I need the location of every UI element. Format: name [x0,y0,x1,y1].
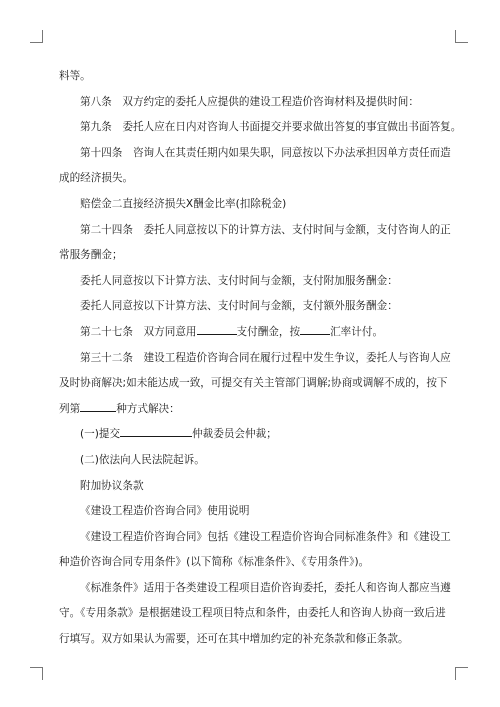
paragraph [59,525,451,551]
paragraph-text: 第二十七条 双方同意用 [80,325,197,338]
crop-mark-top-right [455,30,468,43]
paragraph-text: 行填写。双方如果认为需要，还可在其中增加约定的补充条款和修正条款。 [59,633,409,646]
paragraph-text: 种方式解决： [116,402,180,415]
paragraph [59,192,443,218]
paragraph-text: (一)提交 [80,428,121,441]
paragraph [59,115,462,141]
paragraph [59,346,451,372]
paragraph [59,576,451,602]
paragraph [59,90,443,116]
fill-in-blank [120,426,192,437]
paragraph-text: 第十四条 咨询人在其责任期内如果失职，同意按以下办法承担因单方责任而造 [80,146,451,159]
paragraph [59,371,448,397]
paragraph-text: 种造价咨询合同专用条件》(以下简称《标准条件》、《专用条件》)。 [59,556,370,569]
document-body [59,64,462,653]
paragraph [59,448,443,474]
paragraph-text: 守。《专用条款》是根据建设工程项目特点和条件，由委托人和咨询人协商一致后进 [59,607,446,620]
paragraph-text: 《建设工程造价咨询合同》使用说明 [80,505,250,518]
crop-mark-bottom-right [455,667,468,680]
paragraph-text: 第三十二条 建设工程造价咨询合同在履行过程中发生争议，委托人与咨询人应 [80,351,451,364]
paragraph [59,422,443,448]
paragraph-text: 及时协商解决;如未能达成一致，可提交有关主管部门调解;协商或调解不成的，按下 [59,377,448,390]
paragraph-text: 第九条 委托人应在日内对咨询人书面提交并要求做出答复的事宜做出书面答复。 [80,121,462,134]
paragraph-text: (二)依法向人民法院起诉。 [80,453,205,466]
fill-in-blank [80,401,116,412]
paragraph-text: 附加协议条款 [80,479,144,492]
paragraph [59,64,443,90]
paragraph-text: 委托人同意按以下计算方法、支付时间与金额，支付附加服务酬金： [80,274,398,287]
paragraph [59,243,443,269]
crop-mark-bottom-left [30,667,43,680]
paragraph-text: 仲裁委员会仲裁； [192,428,277,441]
paragraph-text: 支付酬金，按 [236,325,301,338]
paragraph-text: 常服务酬金； [59,249,123,262]
paragraph [59,218,451,244]
paragraph-text: 委托人同意按以下计算方法、支付时间与金额，支付额外服务酬金： [80,300,398,313]
paragraph [59,269,443,295]
paragraph [59,627,443,653]
paragraph-text: 《标准条件》适用于各类建设工程项目造价咨询委托，委托人和咨询人都应当遵 [80,581,451,594]
paragraph-text: 汇率计付。 [330,325,384,338]
fill-in-blank [300,324,330,335]
paragraph [59,141,451,167]
fill-in-blank [197,324,237,335]
paragraph-text: 赔偿金二直接经济损失X酬金比率(扣除税金) [80,197,287,210]
paragraph-text: 《建设工程造价咨询合同》包括《建设工程造价咨询合同标准条件》和《建设工 [80,530,451,543]
paragraph [59,320,443,346]
paragraph [59,166,443,192]
paragraph [59,474,443,500]
paragraph-text: 列第 [59,402,81,415]
paragraph [59,550,443,576]
paragraph-text: 第八条 双方约定的委托人应提供的建设工程造价咨询材料及提供时间： [80,95,419,108]
paragraph-text: 第二十四条 委托人同意按以下的计算方法、支付时间与金额，支付咨询人的正 [80,223,451,236]
crop-mark-top-left [30,30,43,43]
paragraph [59,499,443,525]
paragraph-text: 成的经济损失。 [59,172,134,185]
paragraph [59,601,446,627]
paragraph-text: 料等。 [59,70,91,82]
paragraph [59,294,443,320]
paragraph [59,397,443,423]
